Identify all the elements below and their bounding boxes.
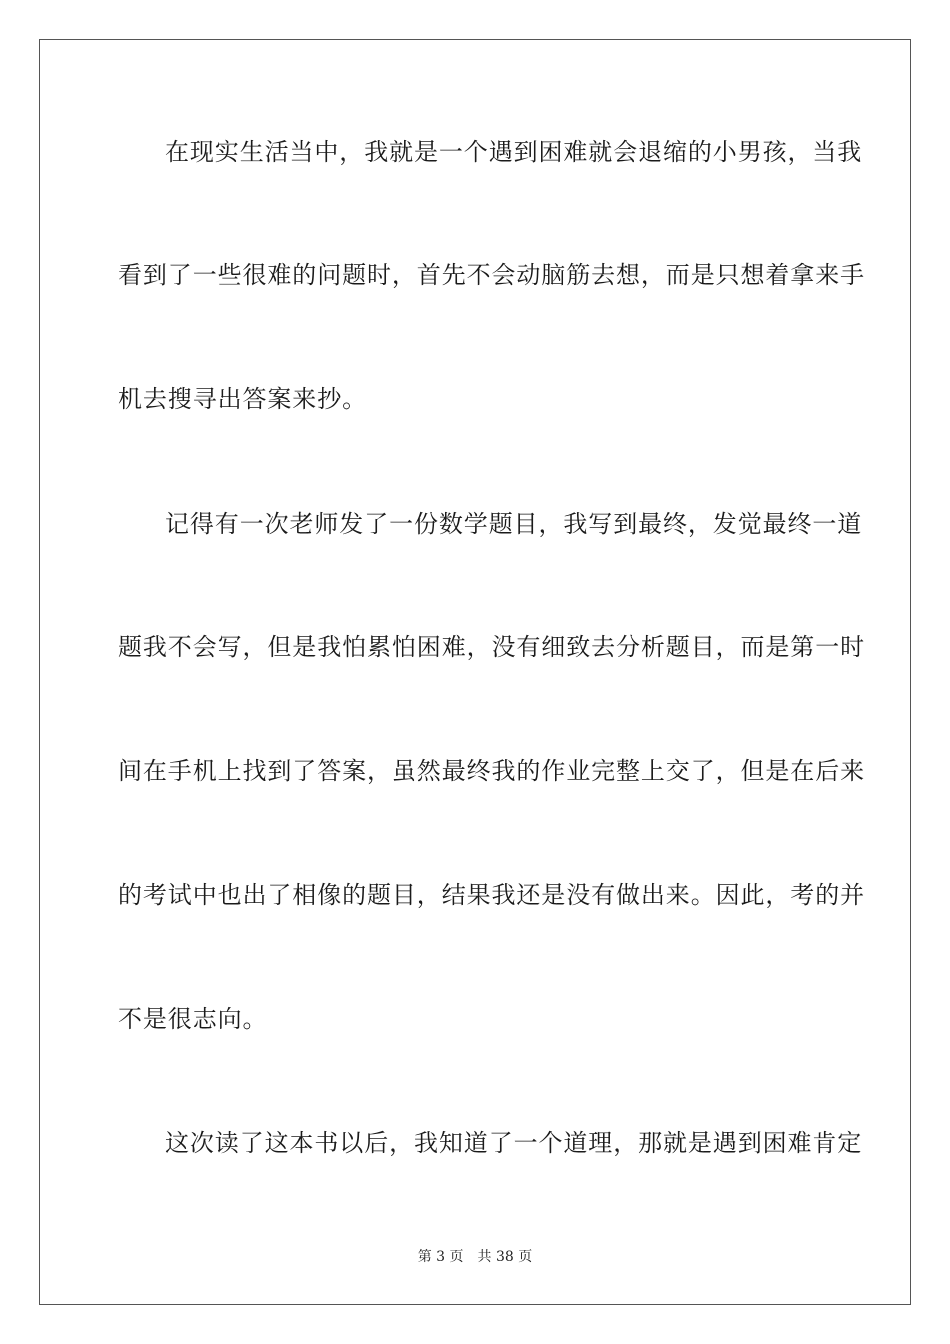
paragraph-line: 不是很志向。 [118,1005,268,1033]
paragraph-line: 看到了一些很难的问题时，首先不会动脑筋去想，而是只想着拿来手 [118,261,865,289]
paragraph-line: 在现实生活当中，我就是一个遇到困难就会退缩的小男孩，当我 [165,138,863,166]
page-number: 第 3 页 [417,1249,464,1265]
paragraph-line: 间在手机上找到了答案，虽然最终我的作业完整上交了，但是在后来 [118,757,865,785]
paragraph-line: 题我不会写，但是我怕累怕困难，没有细致去分析题目，而是第一时 [118,633,865,661]
page-frame [39,39,911,1305]
paragraph-line: 记得有一次老师发了一份数学题目，我写到最终，发觉最终一道 [165,510,863,538]
paragraph-line: 机去搜寻出答案来抄。 [118,385,367,413]
page-footer [0,1248,950,1266]
page-total: 共 38 页 [477,1249,533,1265]
paragraph-line: 的考试中也出了相像的题目，结果我还是没有做出来。因此，考的并 [118,881,865,909]
paragraph-line: 这次读了这本书以后，我知道了一个道理，那就是遇到困难肯定 [165,1129,863,1157]
